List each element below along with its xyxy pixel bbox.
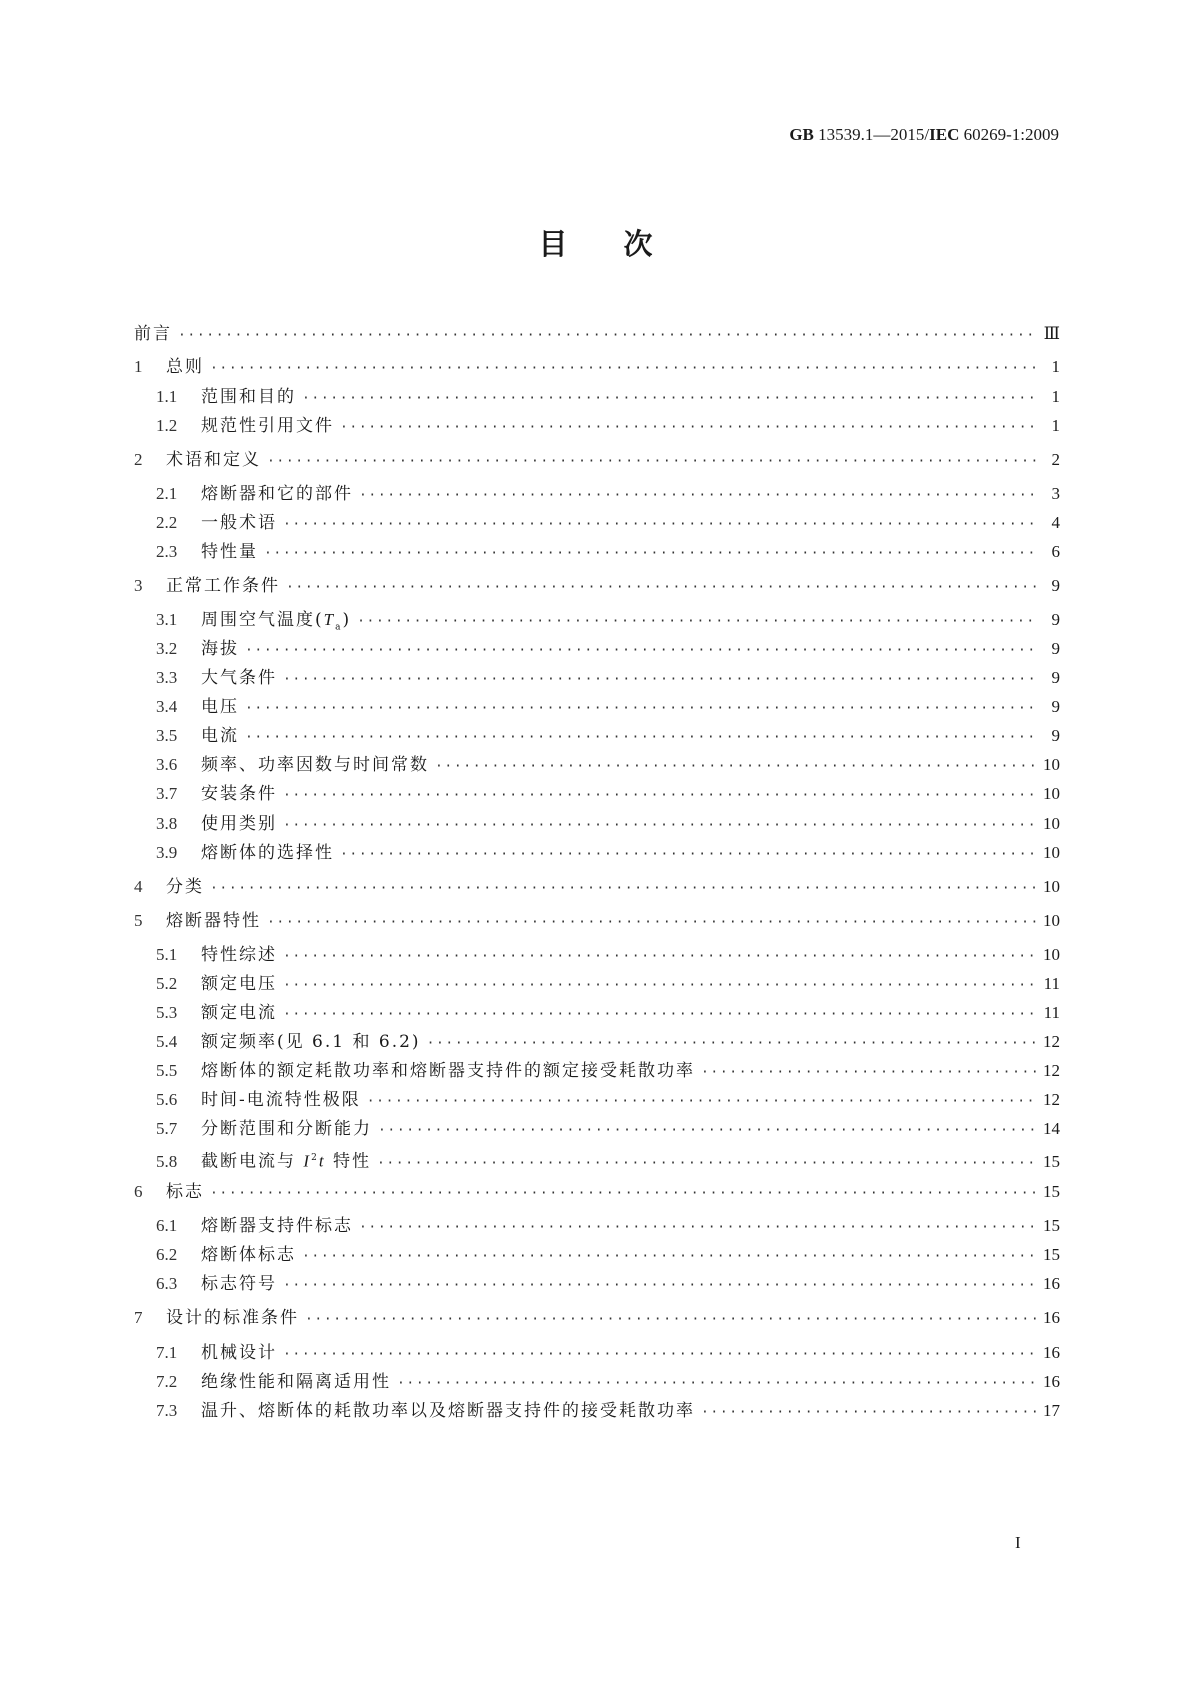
page-title: 目次 <box>538 227 709 261</box>
dot-leader <box>359 484 1038 508</box>
toc-entry-label <box>201 943 277 967</box>
toc-entry-page: 15 <box>1043 1216 1060 1235</box>
toc-entry[interactable] <box>156 414 1060 438</box>
standard-code-header <box>789 125 1059 145</box>
toc-entry-number: 1.1 <box>156 387 178 406</box>
toc-entry-label <box>201 385 296 409</box>
toc-entry-number: 3.1 <box>156 610 178 629</box>
toc-entry[interactable] <box>156 540 1060 564</box>
toc-entry-page: 11 <box>1043 1003 1060 1022</box>
toc-entry[interactable] <box>156 1117 1060 1141</box>
toc-entry-page: 10 <box>1043 784 1060 803</box>
toc-entry-label-text: 设计的标准条件 <box>166 1308 299 1328</box>
toc-entry-page: 11 <box>1043 974 1060 993</box>
toc-entry[interactable] <box>156 753 1060 777</box>
dot-leader <box>286 576 1038 600</box>
toc-entry-label-text: 绝缘性能和隔离适用性 <box>201 1372 391 1392</box>
toc-entry[interactable] <box>134 448 1060 472</box>
gb-code: GB <box>789 125 814 144</box>
toc-entry-page: 16 <box>1043 1308 1060 1327</box>
dot-leader <box>245 726 1038 750</box>
dot-leader <box>701 1061 1038 1085</box>
toc-entry-label-text: 分类 <box>166 877 204 897</box>
toc-entry-label-text: 范围和目的 <box>201 387 296 407</box>
toc-entry-label <box>201 482 353 506</box>
dot-leader <box>305 1308 1038 1332</box>
toc-entry-number: 5.5 <box>156 1061 178 1080</box>
toc-entry-label-text: 机械设计 <box>201 1343 277 1363</box>
toc-entry-number: 5.3 <box>156 1003 178 1022</box>
dot-leader <box>367 1090 1038 1114</box>
toc-entry-page: 1 <box>1051 357 1060 376</box>
toc-entry-label-tail: 特性 <box>325 1151 371 1172</box>
toc-entry-page: 10 <box>1043 755 1060 774</box>
toc-entry-label <box>201 1399 695 1423</box>
toc-entry[interactable] <box>156 782 1060 806</box>
dot-leader <box>377 1152 1038 1176</box>
toc-entry-page: Ⅲ <box>1043 324 1060 343</box>
toc-entry-number: 5.1 <box>156 945 178 964</box>
dot-leader <box>283 945 1038 969</box>
toc-entry-number: 3.9 <box>156 843 178 862</box>
toc-entry[interactable] <box>134 909 1060 933</box>
toc-entry-label <box>201 1088 361 1112</box>
toc-entry-label <box>201 540 258 564</box>
toc-entry-page: 10 <box>1043 911 1060 930</box>
toc-entry[interactable] <box>134 322 1060 346</box>
toc-entry-page: 9 <box>1051 697 1060 716</box>
dot-leader <box>359 1216 1038 1240</box>
toc-entry-page: 1 <box>1051 387 1060 406</box>
toc-entry-label <box>166 355 204 379</box>
toc-entry-page: 10 <box>1043 814 1060 833</box>
toc-entry[interactable] <box>134 875 1060 899</box>
toc-entry-number: 3.8 <box>156 814 178 833</box>
toc-entry-label-text: 术语和定义 <box>166 450 261 470</box>
toc-entry-label-text: 分断范围和分断能力 <box>201 1119 372 1139</box>
gb-number: 13539.1—2015/ <box>818 125 930 144</box>
toc-entry-label <box>166 909 261 933</box>
toc-entry-label <box>201 666 277 690</box>
toc-entry-label-text: 额定电压 <box>201 974 277 994</box>
toc-entry-number: 6.1 <box>156 1216 178 1235</box>
toc-entry-label <box>201 1030 421 1054</box>
toc-entry-number: 7.2 <box>156 1372 178 1391</box>
toc-entry-number: 1.2 <box>156 416 178 435</box>
dot-leader <box>283 1274 1038 1298</box>
toc-entry-label <box>201 1214 353 1238</box>
toc-entry-label <box>201 695 239 719</box>
toc-entry-label <box>201 1117 372 1141</box>
toc-entry[interactable] <box>156 972 1060 996</box>
toc-entry-page: 12 <box>1043 1090 1060 1109</box>
toc-entry-label-text: 熔断体标志 <box>201 1245 296 1265</box>
toc-entry-number: 2 <box>134 450 143 469</box>
toc-entry-label <box>201 724 239 748</box>
toc-entry-label <box>201 1001 277 1025</box>
toc-entry-label-text: 额定电流 <box>201 1003 277 1023</box>
toc-entry-page: 9 <box>1051 576 1060 595</box>
toc-entry-label-text: 标志 <box>166 1182 204 1202</box>
math-variable: T <box>323 610 336 629</box>
dot-leader <box>340 416 1038 440</box>
toc-entry[interactable] <box>156 841 1060 865</box>
toc-entry-label <box>166 1306 299 1330</box>
toc-entry-number: 3.7 <box>156 784 178 803</box>
toc-entry-label-text: 额定频率(见 6.1 和 6.2) <box>201 1032 421 1052</box>
dot-leader <box>264 542 1038 566</box>
toc-entry[interactable] <box>156 812 1060 836</box>
toc-entry-label <box>201 1146 371 1174</box>
toc-entry-label-text: 频率、功率因数与时间常数 <box>201 755 429 775</box>
toc-entry-label-text: 海拔 <box>201 639 239 659</box>
toc-entry-page: 12 <box>1043 1032 1060 1051</box>
toc-entry-page: 2 <box>1051 450 1060 469</box>
dot-leader <box>283 814 1038 838</box>
toc-entry-label <box>166 448 261 472</box>
toc-entry-number: 3.5 <box>156 726 178 745</box>
toc-entry-label-text: 一般术语 <box>201 513 277 533</box>
toc-entry-label-text: 规范性引用文件 <box>201 416 334 436</box>
toc-entry[interactable] <box>156 695 1060 719</box>
toc-entry-page: 16 <box>1043 1372 1060 1391</box>
toc-entry-number: 5.8 <box>156 1151 178 1171</box>
dot-leader <box>340 843 1038 867</box>
dot-leader <box>283 668 1038 692</box>
toc-entry-label-text: 熔断器特性 <box>166 911 261 931</box>
toc-entry-page: 15 <box>1043 1151 1060 1171</box>
toc-entry-label-text: 熔断体的选择性 <box>201 843 334 863</box>
toc-entry-page: 9 <box>1051 668 1060 687</box>
toc-entry[interactable] <box>156 1399 1060 1423</box>
toc-entry[interactable] <box>156 724 1060 748</box>
toc-entry-label <box>201 414 334 438</box>
toc-entry-label <box>201 1370 391 1394</box>
toc-entry-page: 10 <box>1043 843 1060 862</box>
toc-entry[interactable] <box>156 1088 1060 1112</box>
toc-entry-label-text: 正常工作条件 <box>166 576 280 596</box>
toc-entry-page: 10 <box>1043 945 1060 964</box>
toc-entry-label <box>201 812 277 836</box>
toc-entry-label-text: 熔断器支持件标志 <box>201 1216 353 1236</box>
toc-entry-label-text: 安装条件 <box>201 784 277 804</box>
toc-entry-label-text: 标志符号 <box>201 1274 277 1294</box>
toc-entry-label <box>134 322 172 346</box>
toc-entry-page: 10 <box>1043 877 1060 896</box>
toc-entry-label-text: 周围空气温度( <box>201 610 324 630</box>
toc-entry-label <box>166 875 204 899</box>
toc-entry-page: 15 <box>1043 1245 1060 1264</box>
toc-entry-page: 17 <box>1043 1401 1060 1420</box>
iec-number: 60269-1:2009 <box>963 125 1059 144</box>
dot-leader <box>178 324 1038 348</box>
toc-entry-label-text: 特性综述 <box>201 945 277 965</box>
dot-leader <box>357 610 1038 634</box>
toc-entry-page: 12 <box>1043 1061 1060 1080</box>
toc-entry[interactable] <box>156 511 1060 535</box>
toc-entry-label <box>201 753 429 777</box>
toc-entry-label <box>201 841 334 865</box>
toc-entry-label <box>201 608 351 639</box>
toc-entry[interactable] <box>156 666 1060 690</box>
toc-entry-number: 2.1 <box>156 484 178 503</box>
toc-entry-page: 6 <box>1051 542 1060 561</box>
toc-entry-label-text: 总则 <box>166 357 204 377</box>
toc-entry-label <box>201 637 239 661</box>
dot-leader <box>210 877 1038 901</box>
toc-entry[interactable] <box>156 1059 1060 1083</box>
toc-entry[interactable] <box>134 1306 1060 1330</box>
toc-entry-number: 3.3 <box>156 668 178 687</box>
footer-page-number: I <box>1015 1533 1021 1552</box>
toc-entry[interactable] <box>156 1001 1060 1025</box>
dot-leader <box>210 357 1038 381</box>
toc-entry-page: 16 <box>1043 1343 1060 1362</box>
toc-entry-label <box>201 1272 277 1296</box>
toc-entry-number: 3.4 <box>156 697 178 716</box>
toc-entry-number: 7.3 <box>156 1401 178 1420</box>
toc-entry-label <box>201 1341 277 1365</box>
dot-leader <box>283 974 1038 998</box>
toc-entry-number: 7.1 <box>156 1343 178 1362</box>
toc-entry-page: 15 <box>1043 1182 1060 1201</box>
dot-leader <box>435 755 1038 779</box>
toc-entry-number: 2.2 <box>156 513 178 532</box>
toc-entry-label-tail: ) <box>342 610 352 630</box>
toc-entry-label-text: 电流 <box>201 726 239 746</box>
toc-entry[interactable] <box>156 385 1060 409</box>
toc-entry-label <box>201 1059 695 1083</box>
toc-entry-page: 9 <box>1051 610 1060 629</box>
toc-entry-number: 5.2 <box>156 974 178 993</box>
dot-leader <box>283 1003 1038 1027</box>
toc-entry-label <box>201 511 277 535</box>
toc-entry-page: 4 <box>1051 513 1060 532</box>
toc-entry-label-text: 时间-电流特性极限 <box>201 1090 361 1110</box>
toc-entry-label <box>201 782 277 806</box>
toc-entry[interactable] <box>134 1180 1060 1204</box>
toc-entry-number: 5.7 <box>156 1119 178 1138</box>
toc-entry-number: 4 <box>134 877 143 896</box>
toc-entry[interactable] <box>156 1146 1060 1170</box>
toc-entry[interactable] <box>156 1030 1060 1054</box>
toc-entry-label <box>201 1243 296 1267</box>
dot-leader <box>397 1372 1038 1396</box>
toc-entry-number: 2.3 <box>156 542 178 561</box>
toc-entry[interactable] <box>134 355 1060 379</box>
dot-leader <box>427 1032 1038 1056</box>
toc-entry[interactable] <box>156 637 1060 661</box>
toc-entry[interactable] <box>156 1243 1060 1267</box>
toc-entry-label-text: 电压 <box>201 697 239 717</box>
toc-entry-label <box>166 1180 204 1204</box>
dot-leader <box>283 513 1038 537</box>
toc-entry[interactable] <box>134 574 1060 598</box>
toc-entry-number: 7 <box>134 1308 143 1327</box>
toc-entry-page: 9 <box>1051 639 1060 658</box>
dot-leader <box>302 1245 1038 1269</box>
toc-entry-number: 1 <box>134 357 143 376</box>
dot-leader <box>245 639 1038 663</box>
dot-leader <box>302 387 1038 411</box>
dot-leader <box>210 1182 1038 1206</box>
toc-entry[interactable] <box>156 608 1060 632</box>
toc-entry-page: 3 <box>1051 484 1060 503</box>
dot-leader <box>267 450 1038 474</box>
toc-entry[interactable] <box>156 1370 1060 1394</box>
toc-entry-number: 3 <box>134 576 143 595</box>
dot-leader <box>283 784 1038 808</box>
toc-entry-page: 16 <box>1043 1274 1060 1293</box>
math-variable: t <box>318 1151 326 1171</box>
iec-code: IEC <box>929 125 960 144</box>
toc-entry-number: 3.6 <box>156 755 178 774</box>
toc-entry-number: 6.2 <box>156 1245 178 1264</box>
toc-entry[interactable] <box>156 943 1060 967</box>
toc-entry-label-text: 大气条件 <box>201 668 277 688</box>
toc-entry-number: 5 <box>134 911 143 930</box>
math-variable: I <box>303 1151 312 1171</box>
toc-entry-number: 3.2 <box>156 639 178 658</box>
toc-entry-page: 14 <box>1043 1119 1060 1138</box>
dot-leader <box>283 1343 1038 1367</box>
dot-leader <box>245 697 1038 721</box>
toc-entry-label <box>201 972 277 996</box>
toc-entry-page: 9 <box>1051 726 1060 745</box>
toc-entry-label-text: 使用类别 <box>201 814 277 834</box>
toc-entry-label-text: 温升、熔断体的耗散功率以及熔断器支持件的接受耗散功率 <box>201 1401 695 1421</box>
toc-entry-label-text: 特性量 <box>201 542 258 562</box>
toc-entry[interactable] <box>156 1214 1060 1238</box>
toc-entry-number: 6 <box>134 1182 143 1201</box>
toc-entry-label-text: 熔断器和它的部件 <box>201 484 353 504</box>
toc-entry-number: 5.4 <box>156 1032 178 1051</box>
toc-entry[interactable] <box>156 482 1060 506</box>
toc-entry[interactable] <box>156 1341 1060 1365</box>
toc-entry-page: 1 <box>1051 416 1060 435</box>
dot-leader <box>701 1401 1038 1425</box>
toc-entry[interactable] <box>156 1272 1060 1296</box>
math-subscript: a <box>335 622 343 633</box>
toc-entry-number: 6.3 <box>156 1274 178 1293</box>
dot-leader <box>267 911 1038 935</box>
dot-leader <box>378 1119 1038 1143</box>
toc-entry-label-text: 截断电流与 <box>201 1151 304 1172</box>
toc-entry-label-text: 熔断体的额定耗散功率和熔断器支持件的额定接受耗散功率 <box>201 1061 695 1081</box>
toc-entry-number: 5.6 <box>156 1090 178 1109</box>
toc-entry-label-text: 前言 <box>134 324 172 344</box>
math-superscript: 2 <box>311 1153 319 1163</box>
toc-entry-label <box>166 574 280 598</box>
